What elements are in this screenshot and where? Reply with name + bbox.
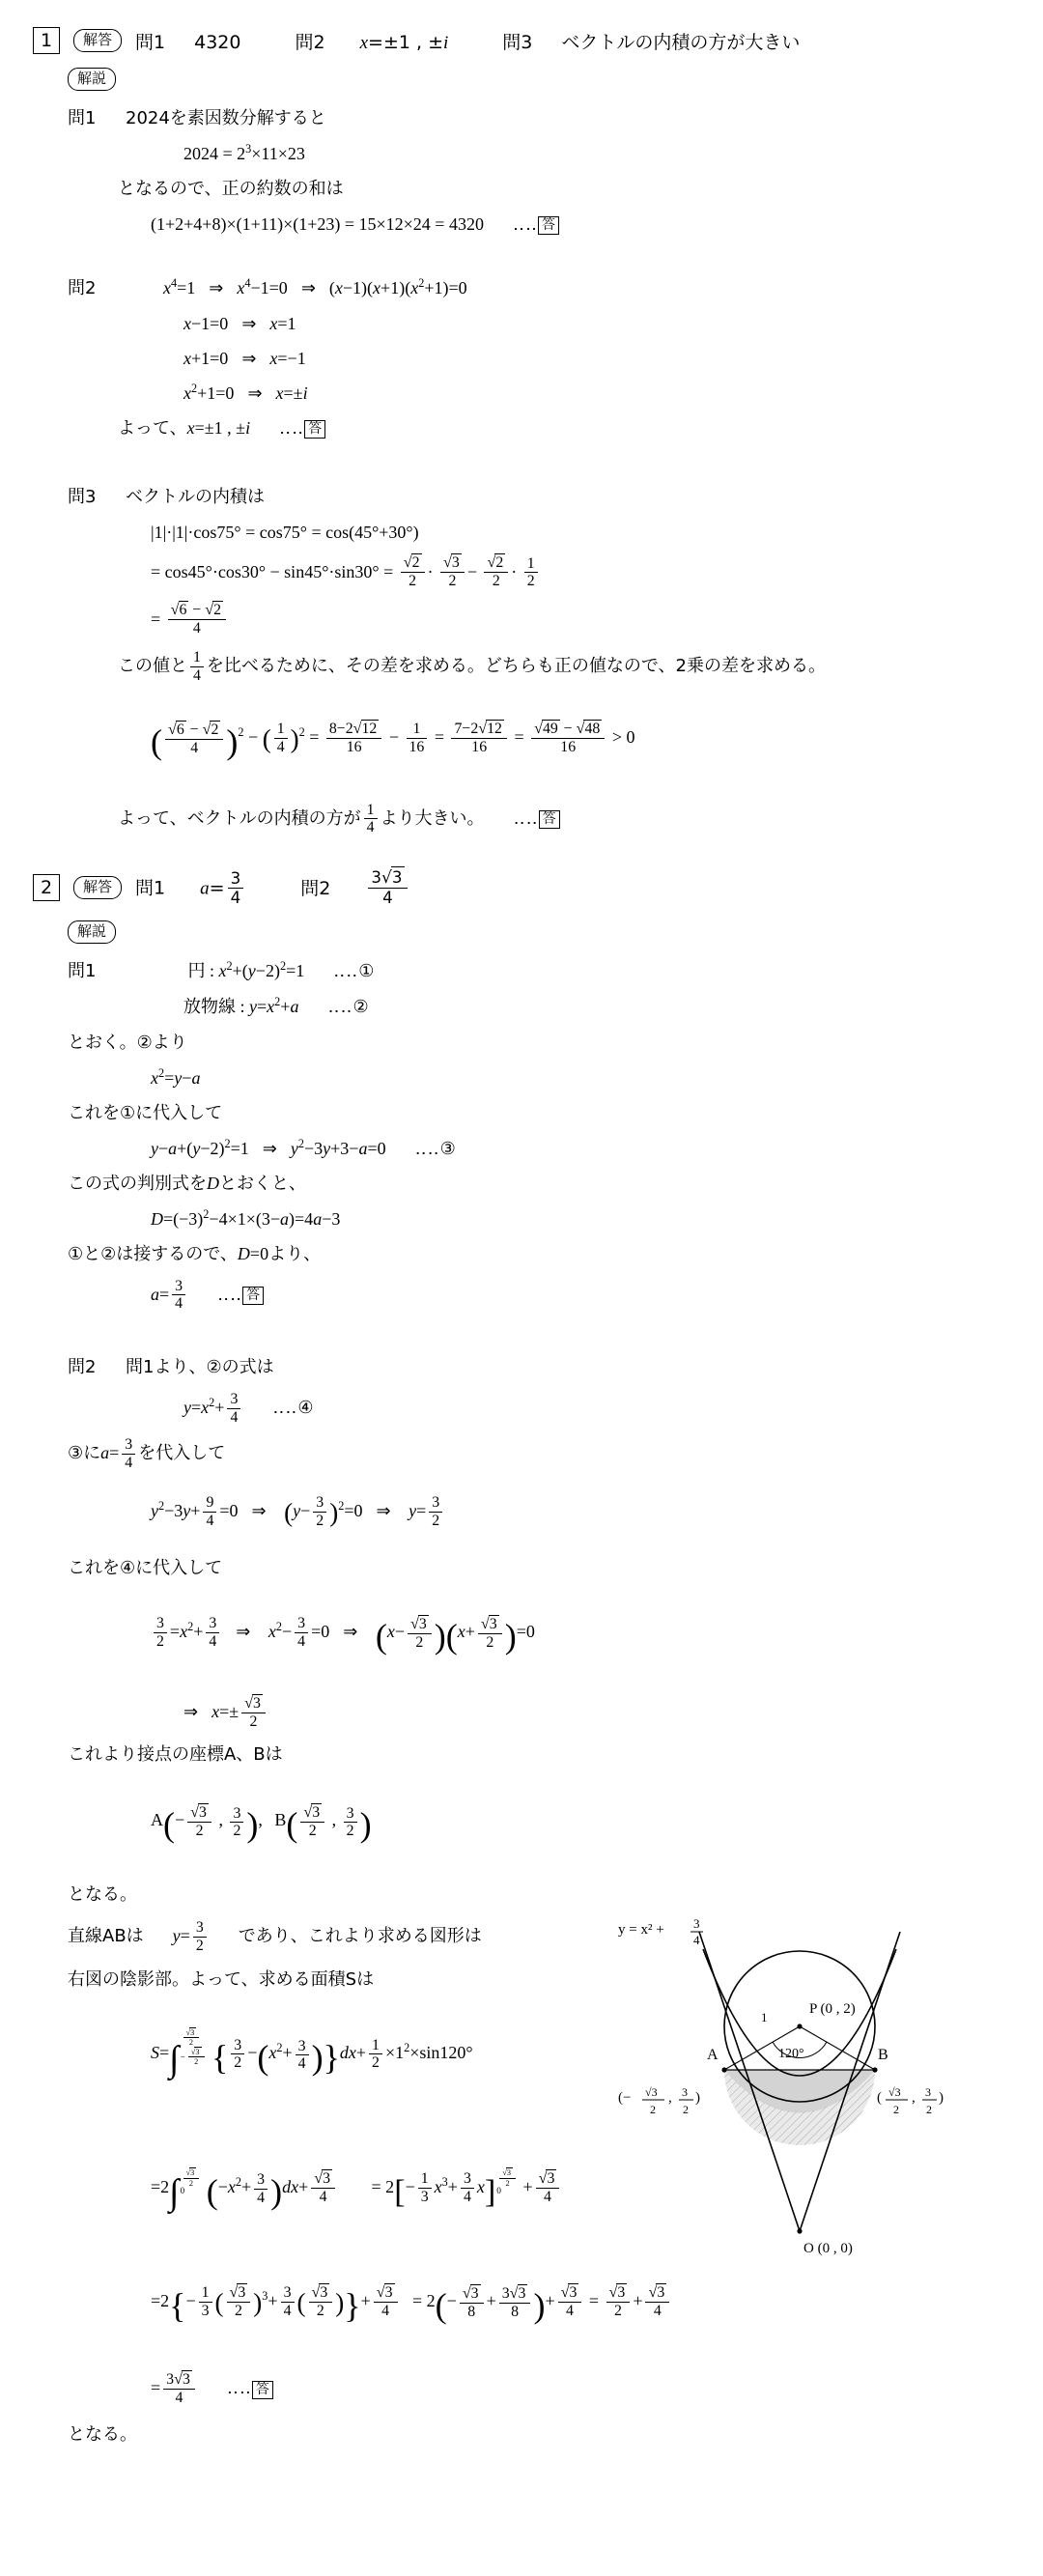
explain-tag-1: 解説 [68, 68, 116, 91]
problem-number-2: 2 [33, 874, 60, 901]
label-parabola: y = x² + [618, 1922, 664, 1938]
p2-ans2: 問2 $\frac{3√3}{4}$ [300, 868, 409, 907]
label-coord-a-comma: , [668, 2090, 672, 2106]
p1q2-l4: $x^2+1=0$ ⇒ x=±i [183, 381, 308, 403]
p1q1-l4: (1+2+4+8)×(1+11)×(1+23) = 15×12×24 = 4320 ‥‥ 答 [151, 207, 1010, 241]
label-coord-a-n2: 3 [682, 2085, 688, 2099]
label-angle: 120° [778, 2047, 804, 2061]
explain-tag-1-wrap [68, 68, 1010, 91]
label-coord-b-open: ( [877, 2090, 882, 2106]
p2q2-l8: これより接点の座標A、Bは [68, 1744, 283, 1766]
p2q2-l13: S=∫ $\frac{√3}{2}$ − $\frac{√3}{2}$ { $\frac{3}{2}$ $-(x^2+$ $\frac{3}{4}$ )}dx+ $\frac{1}{2}$ $\times 1^2\times\sin 120^\circ$ [151, 2028, 473, 2080]
p1q2-l3: x+1=0 ⇒ x=−1 [183, 348, 306, 368]
p1q1-l3: となるので、正の約数の和は [118, 178, 344, 199]
radius-b [800, 2026, 875, 2070]
p2q2-l2: $y=x^2+$ $\frac{3}{4}$ ‥‥④ [183, 1391, 314, 1427]
explain-tag-2: 解説 [68, 920, 116, 944]
problem-2-q1 [68, 953, 1010, 1317]
p2-ans1: 問1 a= $\frac{3}{4}$ [135, 869, 246, 906]
point-o-dot [797, 2228, 802, 2233]
p2q2-l1: 問2 問1より、②の式は [68, 1357, 274, 1378]
problem-1-q2 [68, 270, 1010, 446]
p1q1-l1: 問1 2024を素因数分解すると [68, 107, 326, 128]
label-parabola-frac-den: 4 [693, 1933, 700, 1947]
p2q1-l9: ①と②は接するので、D=0より、 [68, 1243, 322, 1264]
label-a: A [707, 2047, 719, 2063]
p2q1-l4: $x^2=y-a$ [151, 1065, 201, 1088]
p1-ans2: 問2 x=±1 , ±i [295, 31, 449, 53]
p1q3-l6: ( $\frac{√6 - √2}{4}$ )$^2$ − ( $\frac{1}{4}$ )$^2$ = $\frac{8-2√12}{16}$ − $\frac{1}{16}$ = $\frac{7-2√12}{16}$ = $\frac{√49 - √48}{16}$ > 0 [151, 720, 635, 761]
point-a-dot [721, 2067, 726, 2072]
p2q2-l15: =2{− $\frac{1}{3}$ ( $\frac{√3}{2}$ )$^3$+ $\frac{3}{4}$ ( $\frac{√3}{2}$ )}+ $\frac{√3}{4}$ = 2(− $\frac{√3}{8}$ + $\frac{3√3}{8}$ )+ $\frac{√3}{4}$ = $\frac{√3}{2}$ + $\frac{√3}{4}$ [151, 2250, 1010, 2362]
label-p: P (0 , 2) [809, 2001, 856, 2017]
p1q3-l3: = cos45°·cos30° − sin45°·sin30° = $\frac{√2}{2}$ · $\frac{√3}{2}$ − $\frac{√2}{2}$ · $\frac{1}{2}$ [151, 550, 1010, 595]
problem-1-answer-header [33, 27, 1010, 54]
p1q3-l2: |1|·|1|·cos75° = cos75° = cos(45°+30°) [151, 522, 419, 542]
p1q2-l5: よって、x=±1 , ±i ‥‥ 答 [118, 410, 1010, 446]
p2q1-l10: a= $\frac{3}{4}$ ‥‥ 答 [151, 1272, 1010, 1317]
p1q3-l4: = $\frac{√6 - √2}{4}$ [151, 595, 1010, 643]
label-coord-a-n1: √3 [645, 2085, 658, 2099]
p2q1-l5: これを①に代入して [68, 1102, 223, 1123]
p2q2-l17: となる。 [68, 2424, 137, 2446]
p1q2-l2: x−1=0 ⇒ x=1 [183, 313, 296, 333]
p1q1-l2: $2024 = 2^3\times 11\times 23$ [183, 141, 305, 163]
label-radius: 1 [761, 2010, 768, 2024]
p2q2-l16: = $\frac{3√3}{4}$ ‥‥ 答 [151, 2362, 1010, 2414]
label-coord-a: (− [618, 2090, 632, 2106]
p2q1-l6: $y-a+(y-2)^2=1$ ⇒ $y^2-3y+3-a=0$ ‥‥③ [151, 1136, 456, 1158]
p2q2-l11: 直線ABは y= $\frac{3}{2}$ であり、これより求める図形は [68, 1919, 482, 1954]
label-b: B [878, 2047, 888, 2063]
figure-svg [610, 1912, 1026, 2318]
p1-ans3: 問3 ベクトルの内積の方が大きい [502, 31, 801, 53]
problem-1-q3 [68, 479, 1010, 843]
label-o: O (0 , 0) [803, 2241, 853, 2256]
p1q3-l7: よって、ベクトルの内積の方が $\frac{1}{4}$ より大きい。 ‥‥ 答 [118, 794, 1010, 843]
label-coord-b-comma: , [912, 2090, 916, 2106]
p2q2-l6: $\frac{3}{2}$ $=x^2+$ $\frac{3}{4}$ ⇒ $x^2-$ $\frac{3}{4}$ =0 ⇒ (x− $\frac{√3}{2}$ )(x+ $\frac{√3}{2}$ )=0 [151, 1586, 1010, 1686]
p2q1-l3: とおく。②より [68, 1032, 187, 1053]
p2q1-l7: この式の判別式をDとおくと、 [68, 1173, 306, 1194]
label-coord-b-close: ) [939, 2090, 944, 2106]
point-b-dot [872, 2067, 877, 2072]
label-coord-a-d1: 2 [650, 2103, 656, 2116]
p1q2-l1: 問2 $x^4=1$ ⇒ $x^4-1=0$ ⇒ $(x-1)(x+1)(x^2+1)=0$ [68, 275, 467, 298]
label-parabola-frac-num: 3 [693, 1916, 700, 1931]
p2q1-l2: 放物線 : $y=x^2+a$ ‥‥② [183, 994, 369, 1017]
p2q1-l8: $D=(-3)^2-4\times 1\times(3-a)=4a-3$ [151, 1206, 341, 1229]
explain-tag-2-wrap [68, 920, 1010, 944]
p2q2-l14: =2∫ $\frac{√3}{2}$ 0 ($-x^2+$ $\frac{3}{4}$ )dx+ $\frac{√3}{4}$ = 2[− $\frac{1}{3}$ $x^3+$ $\frac{3}{4}$ x] $\frac{√3}{2}$ 0 + $\frac{√3}{4}$ [151, 2133, 1010, 2250]
p2q2-l10: となる。 [68, 1884, 137, 1906]
label-coord-b-d1: 2 [893, 2103, 899, 2116]
label-coord-b-n1: √3 [888, 2085, 901, 2099]
problem-2-answer-header [33, 868, 1010, 907]
p2q2-l9: A(− $\frac{√3}{2}$ , $\frac{3}{2}$ ), B( $\frac{√3}{2}$ , $\frac{3}{2}$ ) [151, 1804, 372, 1845]
label-coord-b-n2: 3 [925, 2085, 931, 2099]
answer-tag-2: 解答 [73, 876, 122, 899]
p2q1-l1: 問1 円 : $x^2+(y-2)^2=1$ ‥‥① [68, 958, 375, 981]
label-coord-a-close: ) [695, 2090, 700, 2106]
p1q3-l1: 問3 ベクトルの内積は [68, 486, 265, 507]
geometry-figure [610, 1912, 1026, 2318]
label-coord-b-d2: 2 [926, 2103, 932, 2116]
problem-number-1: 1 [33, 27, 60, 54]
p2q2-l5: これを④に代入して [68, 1557, 223, 1578]
p1-ans1: 問1 4320 [135, 31, 241, 53]
answer-tag-1: 解答 [73, 29, 122, 52]
p2q2-l3: ③にa= $\frac{3}{4}$ を代入して [68, 1436, 226, 1471]
problem-1-section [33, 27, 1010, 843]
p2q2-l4: $y^2-3y+$ $\frac{9}{4}$ =0 ⇒ (y− $\frac{3}{2}$ )$^2$=0 ⇒ y= $\frac{3}{2}$ [151, 1477, 1010, 1550]
p2q2-l12: 右図の陰影部。よって、求める面積Sは [68, 1968, 375, 1990]
problem-1-q1 [68, 100, 1010, 241]
p1q3-l5: この値と $\frac{1}{4}$ を比べるために、その差を求める。どちらも正の値なので、2乗の差を求める。 [118, 648, 827, 684]
point-p-dot [797, 2024, 802, 2028]
p2q2-l7: ⇒ x=± $\frac{√3}{2}$ [183, 1686, 1010, 1737]
label-coord-a-d2: 2 [683, 2103, 689, 2116]
